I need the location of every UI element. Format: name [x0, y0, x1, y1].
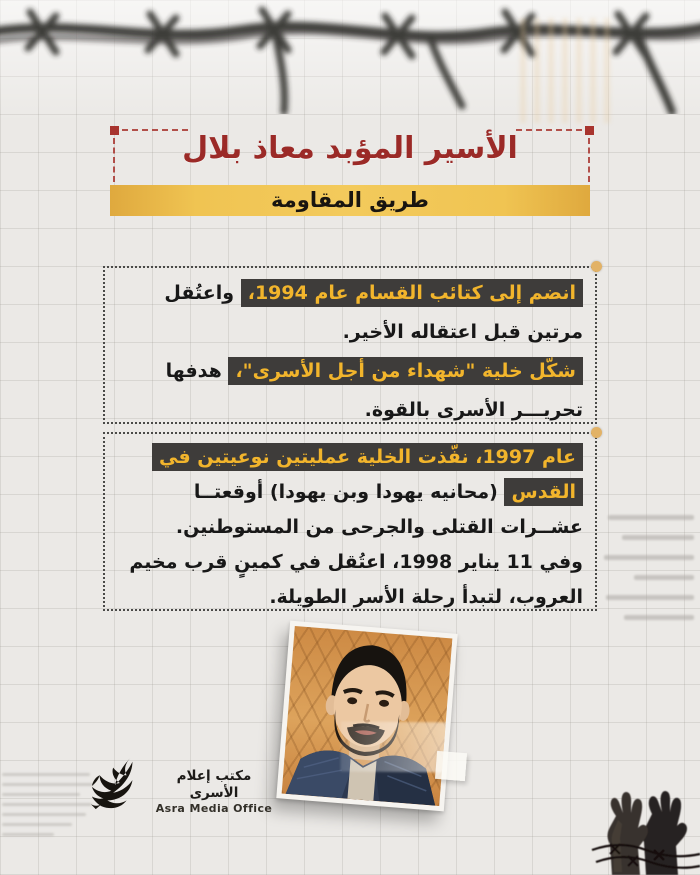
- watermark-line: [606, 595, 694, 600]
- logo-english-name: Asra Media Office: [155, 802, 273, 815]
- prisoner-portrait: [282, 626, 453, 806]
- watermark-line: [2, 823, 72, 826]
- watermark-line: [604, 555, 694, 560]
- block2-corner-dot: [591, 427, 602, 438]
- watermark-line: [2, 783, 94, 786]
- photo-tape-tab: [435, 751, 467, 781]
- watermark-text-right: [594, 500, 694, 620]
- highlight-1997-operations: عام 1997، نفّذت الخلية عمليتين نوعيتين في القدس: [152, 443, 583, 506]
- text-arrest-1998: وفي 11 يناير 1998، اعتُقل في كمينٍ قرب مخيم العروب، لتبدأ رحلة الأسر الطويلة.: [129, 551, 583, 608]
- block1-corner-dot: [591, 261, 602, 272]
- bound-hands-image: [550, 750, 700, 875]
- bio-block-1: [103, 266, 597, 424]
- highlight-formed-cell: شكّل خلية "شهداء من أجل الأسرى"،: [228, 357, 583, 385]
- highlight-join-qassam: انضم إلى كتائب القسام عام 1994،: [241, 279, 583, 307]
- prisoner-photo: [276, 621, 457, 812]
- watermark-line: [2, 803, 92, 806]
- watermark-line: [634, 575, 694, 580]
- portrait-illustration: [282, 626, 453, 806]
- logo-arabic-name: مكتب إعلام الأسرى: [176, 768, 252, 801]
- subtitle-banner: [110, 185, 590, 216]
- watermark-line: [2, 773, 90, 776]
- text-operations-result: (محانيه يهودا وبن يهودا) أوقعتــا عشــرات القتلى والجرحى من المستوطنين.: [175, 481, 583, 538]
- background-warm-stripes: [520, 18, 610, 123]
- watermark-line: [2, 813, 86, 816]
- watermark-line: [622, 535, 694, 540]
- watermark-text-left: [2, 766, 94, 836]
- text-arrested-twice: واعتُقل مرتين قبل اعتقاله الأخير.: [164, 282, 583, 343]
- asra-media-office-logo: [88, 756, 278, 816]
- watermark-line: [624, 615, 694, 620]
- text-cell-goal: هدفها تحريـــر الأسرى بالقوة.: [165, 360, 583, 421]
- watermark-line: [608, 515, 694, 520]
- watermark-line: [2, 833, 54, 836]
- bio-block-2: [103, 432, 597, 611]
- subtitle-text: طريق المقاومة: [271, 188, 429, 212]
- page-title: الأسير المؤبد معاذ بلال: [182, 131, 518, 166]
- bird-logo-icon: [88, 756, 146, 812]
- watermark-line: [2, 793, 80, 796]
